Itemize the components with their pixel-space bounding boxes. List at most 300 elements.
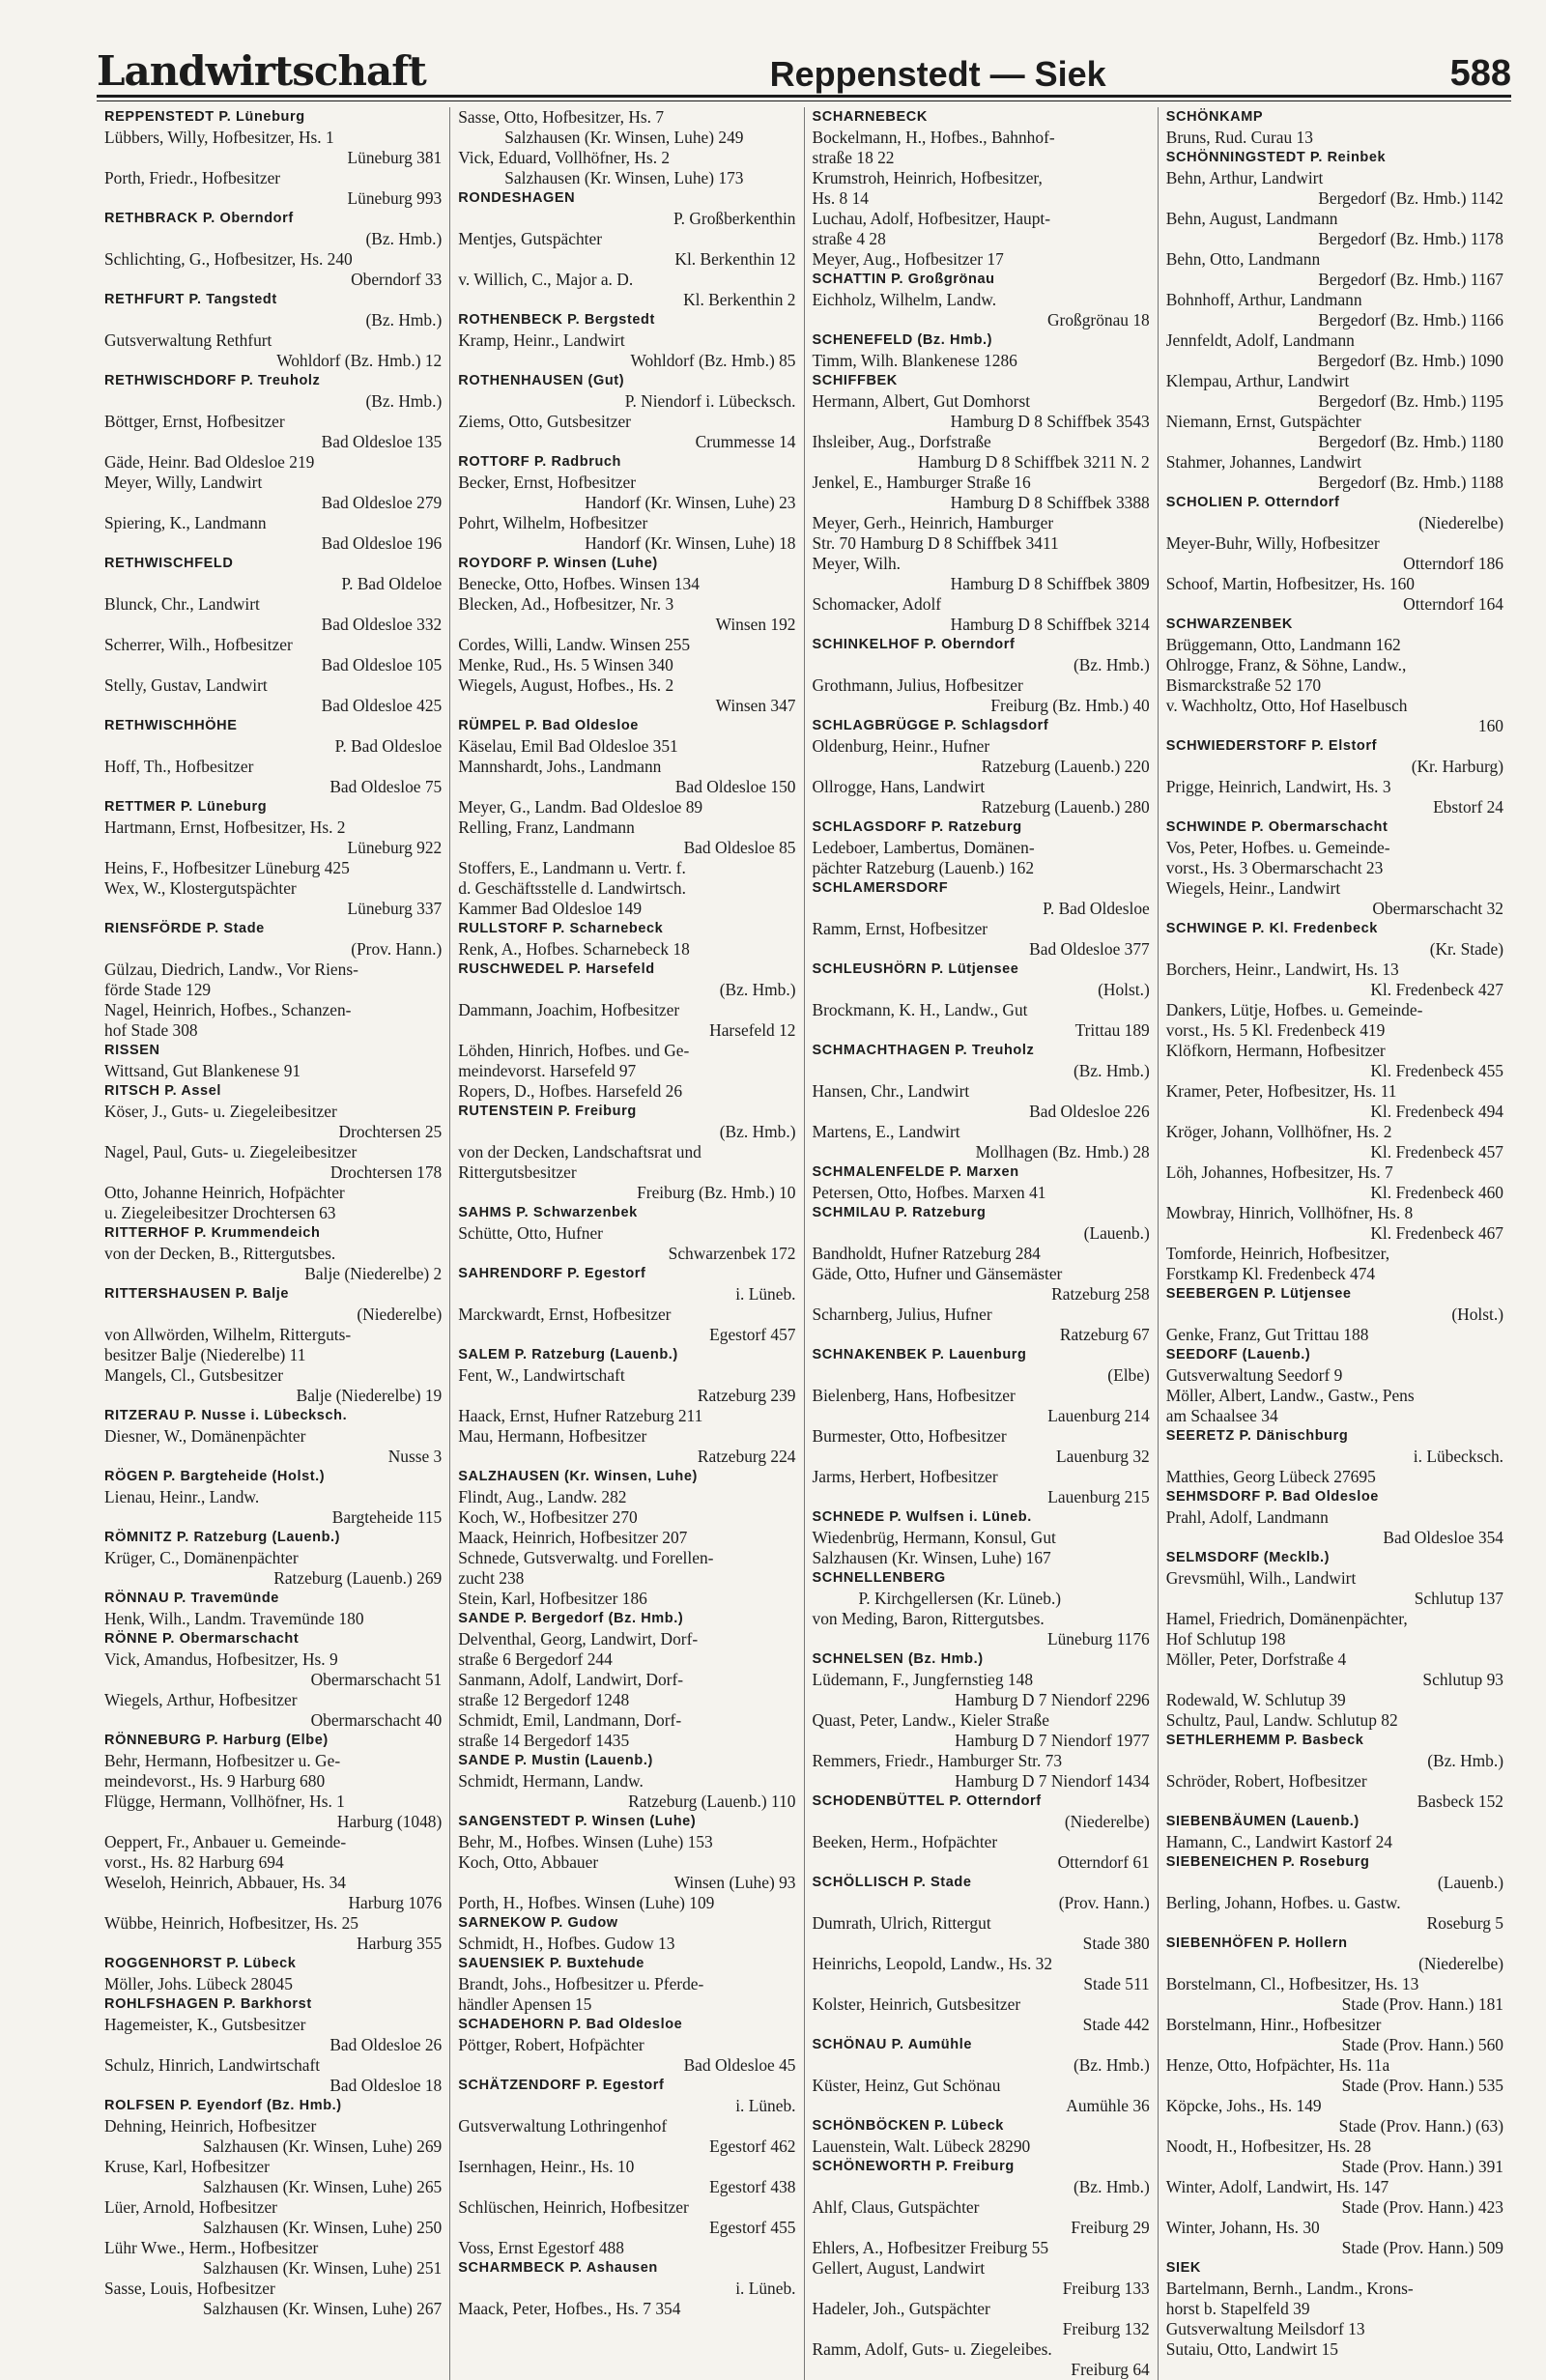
entry-line: Salzhausen (Kr. Winsen, Luhe) 251 xyxy=(203,2258,443,2278)
entry-line: Ahlf, Claus, Gutspächter xyxy=(812,2197,980,2217)
entry-line: straße 6 Bergedorf 244 xyxy=(458,1649,613,1669)
entry-line: von Meding, Baron, Rittergutsbes. xyxy=(812,1609,1045,1628)
entry-line: Otterndorf 61 xyxy=(1057,1852,1150,1872)
place-heading: RULLSTORF P. Scharnebeck xyxy=(458,921,664,936)
entry-line: horst b. Stapelfeld 39 xyxy=(1165,2299,1310,2318)
entry-line: Wiegels, Heinr., Landwirt xyxy=(1165,878,1341,898)
entry-line: Eichholz, Wilhelm, Landw. xyxy=(812,290,997,309)
entry-line: Bismarckstraße 52 170 xyxy=(1165,675,1322,695)
place-heading: RITTERSHAUSEN P. Balje xyxy=(104,1286,290,1302)
entry-line: Bad Oldesloe 279 xyxy=(321,493,443,512)
entry-line: (Elbe) xyxy=(1107,1365,1150,1385)
entry-line: Ramm, Adolf, Guts- u. Ziegeleibes. xyxy=(812,2339,1052,2359)
place-heading: SEERETZ P. Dänischburg xyxy=(1165,1428,1349,1444)
entry-line: Mangels, Cl., Gutsbesitzer xyxy=(104,1365,283,1385)
entry-line: Behn, Otto, Landmann xyxy=(1165,249,1321,269)
entry-line: Diesner, W., Domänenpächter xyxy=(104,1426,306,1446)
entry-line: Freiburg (Bz. Hmb.) 10 xyxy=(637,1183,796,1202)
entry-line: Lüneburg 922 xyxy=(347,838,443,857)
entry-line: förde Stade 129 xyxy=(104,980,212,999)
place-heading: SCHARNEBECK xyxy=(812,109,928,125)
entry-line: Salzhausen (Kr. Winsen, Luhe) 265 xyxy=(203,2177,443,2196)
place-heading: RIENSFÖRDE P. Stade xyxy=(104,921,265,936)
entry-line: Hamburg D 7 Niendorf 2296 xyxy=(955,1690,1150,1709)
entry-line: Harburg (1048) xyxy=(336,1812,443,1831)
place-heading: SCHMACHTHAGEN P. Treuholz xyxy=(812,1043,1035,1058)
entry-line: (Bz. Hmb.) xyxy=(1074,655,1150,674)
entry-line: straße 18 22 xyxy=(812,148,895,167)
place-heading: SEEDORF (Lauenb.) xyxy=(1165,1347,1311,1362)
entry-line: Rodewald, W. Schlutup 39 xyxy=(1165,1690,1346,1709)
entry-line: Dammann, Joachim, Hofbesitzer xyxy=(458,1000,680,1019)
entry-line: Bergedorf (Bz. Hmb.) 1188 xyxy=(1318,473,1503,492)
place-heading: SCHODENBÜTTEL P. Otterndorf xyxy=(812,1793,1042,1809)
place-heading: RÖGEN P. Bargteheide (Holst.) xyxy=(104,1469,326,1484)
entry-line: Kramp, Heinr., Landwirt xyxy=(458,330,625,350)
place-heading: SCHNELLENBERG xyxy=(812,1570,946,1586)
place-heading: ROHLFSHAGEN P. Barkhorst xyxy=(104,1996,312,2012)
entry-line: Ropers, D., Hofbes. Harsefeld 26 xyxy=(458,1081,683,1101)
entry-line: Hamburg D 8 Schiffbek 3388 xyxy=(950,493,1150,512)
entry-line: Schmidt, H., Hofbes. Gudow 13 xyxy=(458,1934,675,1953)
entry-line: Koch, W., Hofbesitzer 270 xyxy=(458,1507,638,1527)
entry-line: meindevorst., Hs. 9 Harburg 680 xyxy=(104,1771,326,1791)
entry-line: Bargteheide 115 xyxy=(331,1507,443,1527)
entry-line: Delventhal, Georg, Landwirt, Dorf- xyxy=(458,1629,699,1649)
entry-line: Stein, Karl, Hofbesitzer 186 xyxy=(458,1589,647,1608)
entry-line: Rittergutsbesitzer xyxy=(458,1162,577,1182)
entry-line: Becker, Ernst, Hofbesitzer xyxy=(458,473,637,492)
entry-line: Dumrath, Ulrich, Rittergut xyxy=(812,1913,991,1933)
entry-line: (Bz. Hmb.) xyxy=(719,980,796,999)
entry-line: Wittsand, Gut Blankenese 91 xyxy=(104,1061,301,1080)
entry-line: Sutaiu, Otto, Landwirt 15 xyxy=(1165,2339,1338,2359)
entry-line: Koch, Otto, Abbauer xyxy=(458,1852,599,1872)
place-heading: RUTENSTEIN P. Freiburg xyxy=(458,1104,637,1119)
entry-line: (Niederelbe) xyxy=(1418,1954,1503,1973)
entry-line: Trittau 189 xyxy=(1074,1020,1150,1040)
entry-line: Basbeck 152 xyxy=(1417,1792,1503,1811)
entry-line: Luchau, Adolf, Hofbesitzer, Haupt- xyxy=(812,209,1051,228)
entry-line: (Bz. Hmb.) xyxy=(1074,2177,1150,2196)
entry-line: Henk, Wilh., Landm. Travemünde 180 xyxy=(104,1609,364,1628)
entry-line: Bruns, Rud. Curau 13 xyxy=(1165,128,1313,147)
entry-line: Renk, A., Hofbes. Scharnebeck 18 xyxy=(458,939,690,959)
entry-line: zucht 238 xyxy=(458,1568,525,1588)
entry-line: Grevsmühl, Wilh., Landwirt xyxy=(1165,1568,1357,1588)
place-heading: SAUENSIEK P. Buxtehude xyxy=(458,1956,644,1971)
entry-line: Oldenburg, Heinr., Hufner xyxy=(812,736,990,756)
place-heading: RÖMNITZ P. Ratzeburg (Lauenb.) xyxy=(104,1530,341,1545)
entry-line: Pohrt, Wilhelm, Hofbesitzer xyxy=(458,513,648,532)
entry-line: Stoffers, E., Landmann u. Vertr. f. xyxy=(458,858,686,877)
entry-line: Brandt, Johs., Hofbesitzer u. Pferde- xyxy=(458,1974,704,1993)
place-heading: RETHBRACK P. Oberndorf xyxy=(104,211,294,226)
place-heading: SCHWINGE P. Kl. Fredenbeck xyxy=(1165,921,1378,936)
entry-line: Jenkel, E., Hamburger Straße 16 xyxy=(812,473,1031,492)
entry-line: (Lauenb.) xyxy=(1437,1873,1503,1892)
section-title: Landwirtschaft xyxy=(97,47,426,95)
entry-line: u. Ziegeleibesitzer Drochtersen 63 xyxy=(104,1203,336,1222)
entry-line: Mollhagen (Bz. Hmb.) 28 xyxy=(975,1142,1150,1161)
place-heading: SCHLAGSDORF P. Ratzeburg xyxy=(812,819,1022,835)
entry-line: Haack, Ernst, Hufner Ratzeburg 211 xyxy=(458,1406,703,1425)
entry-line: Winter, Johann, Hs. 30 xyxy=(1165,2218,1320,2237)
entry-line: Bad Oldesloe 196 xyxy=(321,533,443,553)
entry-line: Freiburg 133 xyxy=(1062,2279,1150,2298)
place-heading: SCHÖLLISCH P. Stade xyxy=(812,1875,972,1890)
entry-line: Ratzeburg 258 xyxy=(1051,1284,1150,1304)
entry-line: straße 12 Bergedorf 1248 xyxy=(458,1690,630,1709)
entry-line: Egestorf 438 xyxy=(709,2177,796,2196)
place-heading: RITTERHOF P. Krummendeich xyxy=(104,1225,321,1241)
running-title: Reppenstedt — Siek xyxy=(769,54,1106,94)
entry-line: Otterndorf 164 xyxy=(1403,594,1503,614)
entry-line: Hoff, Th., Hofbesitzer xyxy=(104,757,254,776)
entry-line: (Kr. Harburg) xyxy=(1411,757,1503,776)
place-heading: RUSCHWEDEL P. Harsefeld xyxy=(458,961,655,977)
entry-line: Oeppert, Fr., Anbauer u. Gemeinde- xyxy=(104,1832,347,1851)
entry-line: Bad Oldesloe 85 xyxy=(683,838,796,857)
entry-line: Möller, Peter, Dorfstraße 4 xyxy=(1165,1649,1347,1669)
entry-line: Schlüschen, Heinrich, Hofbesitzer xyxy=(458,2197,689,2217)
entry-line: Bad Oldesloe 425 xyxy=(321,696,443,715)
place-heading: RITSCH P. Assel xyxy=(104,1083,222,1099)
place-heading: RÖNNEBURG P. Harburg (Elbe) xyxy=(104,1733,329,1748)
entry-line: Ratzeburg 239 xyxy=(697,1386,796,1405)
entry-line: Großgrönau 18 xyxy=(1046,310,1150,330)
entry-line: Beeken, Herm., Hofpächter xyxy=(812,1832,998,1851)
entry-line: v. Wachholtz, Otto, Hof Haselbusch xyxy=(1165,696,1408,715)
entry-line: Kl. Fredenbeck 457 xyxy=(1370,1142,1503,1161)
entry-line: Flügge, Hermann, Vollhöfner, Hs. 1 xyxy=(104,1792,345,1811)
entry-line: P. Niendorf i. Lübecksch. xyxy=(624,391,796,411)
place-heading: SELMSDORF (Mecklb.) xyxy=(1165,1550,1331,1565)
entry-line: Vos, Peter, Hofbes. u. Gemeinde- xyxy=(1165,838,1390,857)
entry-line: Gäde, Heinr. Bad Oldesloe 219 xyxy=(104,452,315,472)
entry-line: Egestorf 462 xyxy=(709,2136,796,2156)
entry-line: Hartmann, Ernst, Hofbesitzer, Hs. 2 xyxy=(104,817,346,837)
entry-line: Klöfkorn, Hermann, Hofbesitzer xyxy=(1165,1041,1386,1060)
entry-line: Bad Oldesloe 18 xyxy=(329,2076,443,2095)
entry-line: Meyer-Buhr, Willy, Hofbesitzer xyxy=(1165,533,1380,553)
entry-line: Bergedorf (Bz. Hmb.) 1090 xyxy=(1317,351,1503,370)
place-heading: RÖNNAU P. Travemünde xyxy=(104,1591,279,1606)
entry-line: Weseloh, Heinrich, Abbauer, Hs. 34 xyxy=(104,1873,347,1892)
place-heading: SCHÖNEWORTH P. Freiburg xyxy=(812,2159,1015,2174)
entry-line: Porth, Friedr., Hofbesitzer xyxy=(104,168,281,187)
entry-line: Nagel, Paul, Guts- u. Ziegeleibesitzer xyxy=(104,1142,358,1161)
entry-line: Bergedorf (Bz. Hmb.) 1195 xyxy=(1318,391,1503,411)
entry-line: Obermarschacht 51 xyxy=(310,1670,443,1689)
entry-line: Kl. Berkenthin 12 xyxy=(674,249,796,269)
entry-line: Schomacker, Adolf xyxy=(812,594,942,614)
entry-line: Spiering, K., Landmann xyxy=(104,513,267,532)
entry-line: Stade (Prov. Hann.) 423 xyxy=(1341,2197,1503,2217)
entry-line: Behr, Hermann, Hofbesitzer u. Ge- xyxy=(104,1751,341,1770)
entry-line: Grothmann, Julius, Hofbesitzer xyxy=(812,675,1023,695)
entry-line: Kl. Fredenbeck 467 xyxy=(1370,1223,1503,1243)
place-heading: SCHÄTZENDORF P. Egestorf xyxy=(458,2078,665,2093)
entry-line: Brockmann, K. H., Landw., Gut xyxy=(812,1000,1028,1019)
entry-line: Wiegels, Arthur, Hofbesitzer xyxy=(104,1690,298,1709)
entry-line: Ollrogge, Hans, Landwirt xyxy=(812,777,986,796)
entry-line: Maack, Heinrich, Hofbesitzer 207 xyxy=(458,1528,688,1547)
entry-line: Ratzeburg (Lauenb.) 280 xyxy=(981,797,1150,817)
entry-line: Lüneburg 337 xyxy=(347,899,443,918)
entry-line: Bad Oldesloe 75 xyxy=(329,777,443,796)
place-heading: SCHÖNAU P. Aumühle xyxy=(812,2037,972,2052)
entry-line: Behn, Arthur, Landwirt xyxy=(1165,168,1324,187)
entry-line: (Bz. Hmb.) xyxy=(1074,2055,1150,2075)
entry-line: Lüer, Arnold, Hofbesitzer xyxy=(104,2197,277,2217)
entry-line: Gülzau, Diedrich, Landw., Vor Riens- xyxy=(104,960,358,979)
entry-line: Stade 511 xyxy=(1083,1974,1150,1993)
entry-line: Wohldorf (Bz. Hmb.) 85 xyxy=(630,351,796,370)
entry-line: Harsefeld 12 xyxy=(709,1020,796,1040)
entry-line: Hagemeister, K., Gutsbesitzer xyxy=(104,2015,306,2034)
place-heading: SCHNAKENBEK P. Lauenburg xyxy=(812,1347,1027,1362)
place-heading: SALEM P. Ratzeburg (Lauenb.) xyxy=(458,1347,678,1362)
entry-line: d. Geschäftsstelle d. Landwirtsch. xyxy=(458,878,686,898)
place-heading: SCHENEFELD (Bz. Hmb.) xyxy=(812,332,993,348)
entry-line: Otterndorf 186 xyxy=(1403,554,1503,573)
entry-line: Nagel, Heinrich, Hofbes., Schanzen- xyxy=(104,1000,352,1019)
entry-line: Gutsverwaltung Rethfurt xyxy=(104,330,272,350)
place-heading: SIEK xyxy=(1165,2260,1201,2276)
entry-line: Crummesse 14 xyxy=(695,432,796,451)
entry-line: Relling, Franz, Landmann xyxy=(458,817,635,837)
entry-line: (Bz. Hmb.) xyxy=(719,1122,796,1141)
entry-line: Hamburg D 7 Niendorf 1434 xyxy=(955,1771,1150,1791)
entry-line: P. Bad Oldesloe xyxy=(334,736,443,756)
entry-line: Martens, E., Landwirt xyxy=(812,1122,960,1141)
entry-line: vorst., Hs. 3 Obermarschacht 23 xyxy=(1165,858,1384,877)
entry-line: Prahl, Adolf, Landmann xyxy=(1165,1507,1329,1527)
entry-line: Kl. Fredenbeck 460 xyxy=(1370,1183,1503,1202)
entry-line: besitzer Balje (Niederelbe) 11 xyxy=(104,1345,306,1364)
entry-line: Stade (Prov. Hann.) (63) xyxy=(1338,2116,1503,2136)
entry-line: Kröger, Johann, Vollhöfner, Hs. 2 xyxy=(1165,1122,1392,1141)
entry-line: Obermarschacht 32 xyxy=(1372,899,1503,918)
entry-line: Obermarschacht 40 xyxy=(310,1710,443,1730)
entry-line: Krumstroh, Heinrich, Hofbesitzer, xyxy=(812,168,1043,187)
entry-line: Behn, August, Landmann xyxy=(1165,209,1338,228)
entry-line: hof Stade 308 xyxy=(104,1020,198,1040)
entry-line: händler Apensen 15 xyxy=(458,1994,592,2014)
entry-line: Ohlrogge, Franz, & Söhne, Landw., xyxy=(1165,655,1407,674)
entry-line: Quast, Peter, Landw., Kieler Straße xyxy=(812,1710,1049,1730)
entry-line: Bockelmann, H., Hofbes., Bahnhof- xyxy=(812,128,1055,147)
place-heading: ROLFSEN P. Eyendorf (Bz. Hmb.) xyxy=(104,2098,342,2113)
place-heading: SCHÖNNINGSTEDT P. Reinbek xyxy=(1165,150,1387,165)
place-heading: RISSEN xyxy=(104,1043,160,1058)
entry-line: Bartelmann, Bernh., Landm., Krons- xyxy=(1165,2279,1414,2298)
header-rule xyxy=(97,100,1511,101)
entry-line: Menke, Rud., Hs. 5 Winsen 340 xyxy=(458,655,673,674)
entry-line: Aumühle 36 xyxy=(1066,2096,1150,2115)
entry-line: Marckwardt, Ernst, Hofbesitzer xyxy=(458,1305,672,1324)
entry-line: Stade 380 xyxy=(1082,1934,1150,1953)
place-heading: SAHMS P. Schwarzenbek xyxy=(458,1205,638,1220)
entry-line: Borchers, Heinr., Landwirt, Hs. 13 xyxy=(1165,960,1399,979)
entry-line: Benecke, Otto, Hofbes. Winsen 134 xyxy=(458,574,700,593)
entry-line: Wex, W., Klostergutspächter xyxy=(104,878,297,898)
entry-line: Hamburg D 8 Schiffbek 3809 xyxy=(950,574,1150,593)
place-heading: SCHARMBECK P. Ashausen xyxy=(458,2260,658,2276)
column-3 xyxy=(805,107,1159,2380)
place-heading: SCHÖNBÖCKEN P. Lübeck xyxy=(812,2118,1004,2134)
entry-line: Bad Oldesloe 135 xyxy=(321,432,443,451)
entry-line: Schlichting, G., Hofbesitzer, Hs. 240 xyxy=(104,249,353,269)
entry-line: meindevorst. Harsefeld 97 xyxy=(458,1061,637,1080)
entry-line: Ratzeburg 224 xyxy=(697,1447,796,1466)
entry-line: (Bz. Hmb.) xyxy=(365,391,443,411)
entry-line: Remmers, Friedr., Hamburger Str. 73 xyxy=(812,1751,1063,1770)
entry-line: Hansen, Chr., Landwirt xyxy=(812,1081,970,1101)
entry-line: Mentjes, Gutspächter xyxy=(458,229,602,248)
place-heading: RONDESHAGEN xyxy=(458,190,576,206)
entry-line: Ratzeburg 67 xyxy=(1059,1325,1150,1344)
entry-line: Oberndorf 33 xyxy=(351,270,443,289)
entry-line: Köpcke, Johs., Hs. 149 xyxy=(1165,2096,1322,2115)
place-heading: SCHWIEDERSTORF P. Elstorf xyxy=(1165,738,1378,754)
place-heading: SEEBERGEN P. Lütjensee xyxy=(1165,1286,1352,1302)
place-heading: SCHMALENFELDE P. Marxen xyxy=(812,1164,1019,1180)
entry-line: Köser, J., Guts- u. Ziegeleibesitzer xyxy=(104,1102,337,1121)
place-heading: ROTHENHAUSEN (Gut) xyxy=(458,373,625,388)
entry-line: (Niederelbe) xyxy=(1064,1812,1150,1831)
entry-line: Schütte, Otto, Hufner xyxy=(458,1223,603,1243)
entry-line: P. Großberkenthin xyxy=(673,209,796,228)
place-heading: SIEBENHÖFEN P. Hollern xyxy=(1165,1936,1348,1951)
place-heading: ROGGENHORST P. Lübeck xyxy=(104,1956,297,1971)
entry-line: Gäde, Otto, Hufner und Gänsemäster xyxy=(812,1264,1063,1283)
entry-line: straße 14 Bergedorf 1435 xyxy=(458,1731,630,1750)
entry-line: Möller, Albert, Landw., Gastw., Pens xyxy=(1165,1386,1415,1405)
entry-line: Vick, Eduard, Vollhöfner, Hs. 2 xyxy=(458,148,671,167)
entry-line: Bergedorf (Bz. Hmb.) 1142 xyxy=(1318,188,1503,208)
entry-line: i. Lüneb. xyxy=(735,2096,796,2115)
entry-line: Käselau, Emil Bad Oldesloe 351 xyxy=(458,736,678,756)
entry-line: Bad Oldesloe 354 xyxy=(1383,1528,1503,1547)
entry-line: Bad Oldesloe 26 xyxy=(329,2035,443,2054)
entry-line: Str. 70 Hamburg D 8 Schiffbek 3411 xyxy=(812,533,1059,553)
entry-line: (Bz. Hmb.) xyxy=(365,229,443,248)
entry-line: Freiburg 132 xyxy=(1062,2319,1150,2338)
entry-line: Hermann, Albert, Gut Domhorst xyxy=(812,391,1031,411)
place-heading: SARNEKOW P. Gudow xyxy=(458,1915,618,1931)
entry-line: Wohldorf (Bz. Hmb.) 12 xyxy=(276,351,443,370)
entry-line: Sasse, Louis, Hofbesitzer xyxy=(104,2279,275,2298)
entry-line: Balje (Niederelbe) 2 xyxy=(304,1264,443,1283)
entry-line: Egestorf 455 xyxy=(709,2218,796,2237)
entry-line: Löh, Johannes, Hofbesitzer, Hs. 7 xyxy=(1165,1162,1393,1182)
place-heading: RÖNNE P. Obermarschacht xyxy=(104,1631,300,1647)
entry-line: Genke, Franz, Gut Trittau 188 xyxy=(1165,1325,1369,1344)
entry-line: Henze, Otto, Hofpächter, Hs. 11a xyxy=(1165,2055,1390,2075)
entry-line: Matthies, Georg Lübeck 27695 xyxy=(1165,1467,1376,1486)
entry-line: P. Bad Oldeloe xyxy=(341,574,443,593)
entry-line: von Allwörden, Wilhelm, Ritterguts- xyxy=(104,1325,352,1344)
entry-line: Hamann, C., Landwirt Kastorf 24 xyxy=(1165,1832,1392,1851)
entry-line: Lienau, Heinr., Landw. xyxy=(104,1487,260,1506)
entry-line: Schultz, Paul, Landw. Schlutup 82 xyxy=(1165,1710,1398,1730)
place-heading: SCHNELSEN (Bz. Hmb.) xyxy=(812,1651,984,1667)
entry-line: pächter Ratzeburg (Lauenb.) 162 xyxy=(812,858,1035,877)
entry-line: Salzhausen (Kr. Winsen, Luhe) 267 xyxy=(203,2299,443,2318)
place-heading: SCHIFFBEK xyxy=(812,373,898,388)
entry-line: straße 4 28 xyxy=(812,229,886,248)
entry-line: Schnede, Gutsverwaltg. und Forellen- xyxy=(458,1548,714,1567)
entry-line: Ihsleiber, Aug., Dorfstraße xyxy=(812,432,991,451)
entry-line: Winsen 347 xyxy=(715,696,796,715)
place-heading: SAHRENDORF P. Egestorf xyxy=(458,1266,646,1281)
entry-line: v. Willich, C., Major a. D. xyxy=(458,270,634,289)
entry-line: Nusse 3 xyxy=(387,1447,443,1466)
entry-line: Niemann, Ernst, Gutspächter xyxy=(1165,412,1361,431)
entry-line: (Bz. Hmb.) xyxy=(1427,1751,1503,1770)
entry-line: Stahmer, Johannes, Landwirt xyxy=(1165,452,1361,472)
entry-line: Borstelmann, Cl., Hofbesitzer, Hs. 13 xyxy=(1165,1974,1419,1993)
entry-line: Tomforde, Heinrich, Hofbesitzer, xyxy=(1165,1244,1390,1263)
entry-line: Meyer, Aug., Hofbesitzer 17 xyxy=(812,249,1004,269)
entry-line: Stade (Prov. Hann.) 560 xyxy=(1341,2035,1503,2054)
entry-line: (Prov. Hann.) xyxy=(1058,1893,1150,1912)
entry-line: am Schaalsee 34 xyxy=(1165,1406,1278,1425)
entry-line: Winter, Adolf, Landwirt, Hs. 147 xyxy=(1165,2177,1389,2196)
entry-line: Fent, W., Landwirtschaft xyxy=(458,1365,625,1385)
place-heading: SCHNEDE P. Wulfsen i. Lüneb. xyxy=(812,1509,1032,1525)
entry-line: Freiburg 64 xyxy=(1071,2360,1150,2379)
entry-line: Brüggemann, Otto, Landmann 162 xyxy=(1165,635,1401,654)
entry-line: Jarms, Herbert, Hofbesitzer xyxy=(812,1467,998,1486)
entry-line: Stelly, Gustav, Landwirt xyxy=(104,675,268,695)
entry-line: Forstkamp Kl. Fredenbeck 474 xyxy=(1165,1264,1376,1283)
entry-line: Schwarzenbek 172 xyxy=(668,1244,796,1263)
entry-line: Handorf (Kr. Winsen, Luhe) 23 xyxy=(585,493,796,512)
entry-line: Petersen, Otto, Hofbes. Marxen 41 xyxy=(812,1183,1046,1202)
place-heading: RETHWISCHDORF P. Treuholz xyxy=(104,373,321,388)
entry-line: Kruse, Karl, Hofbesitzer xyxy=(104,2157,270,2176)
entry-line: (Niederelbe) xyxy=(357,1305,443,1324)
entry-line: Egestorf 457 xyxy=(709,1325,796,1344)
entry-line: Lüneburg 1176 xyxy=(1046,1629,1150,1649)
entry-line: Hamburg D 8 Schiffbek 3543 xyxy=(950,412,1150,431)
entry-line: vorst., Hs. 5 Kl. Fredenbeck 419 xyxy=(1165,1020,1386,1040)
entry-line: (Bz. Hmb.) xyxy=(1074,1061,1150,1080)
entry-line: Bad Oldesloe 332 xyxy=(321,615,443,634)
entry-line: Kl. Fredenbeck 494 xyxy=(1370,1102,1503,1121)
place-heading: ROTHENBECK P. Bergstedt xyxy=(458,312,655,328)
entry-line: Porth, H., Hofbes. Winsen (Luhe) 109 xyxy=(458,1893,715,1912)
entry-line: Jennfeldt, Adolf, Landmann xyxy=(1165,330,1355,350)
entry-line: Schlutup 93 xyxy=(1422,1670,1503,1689)
entry-line: Wiegels, August, Hofbes., Hs. 2 xyxy=(458,675,674,695)
entry-line: Prigge, Heinrich, Landwirt, Hs. 3 xyxy=(1165,777,1391,796)
entry-line: von der Decken, B., Rittergutsbes. xyxy=(104,1244,336,1263)
entry-line: Möller, Johs. Lübeck 28045 xyxy=(104,1974,293,1993)
entry-line: Ramm, Ernst, Hofbesitzer xyxy=(812,919,988,938)
entry-line: Flindt, Aug., Landw. 282 xyxy=(458,1487,627,1506)
entry-line: Blecken, Ad., Hofbesitzer, Nr. 3 xyxy=(458,594,674,614)
place-heading: ROYDORF P. Winsen (Luhe) xyxy=(458,556,658,571)
entry-line: Lauenstein, Walt. Lübeck 28290 xyxy=(812,2136,1031,2156)
entry-line: Lauenburg 214 xyxy=(1047,1406,1150,1425)
entry-line: Timm, Wilh. Blankenese 1286 xyxy=(812,351,1017,370)
entry-line: Böttger, Ernst, Hofbesitzer xyxy=(104,412,285,431)
place-heading: SANDE P. Bergedorf (Bz. Hmb.) xyxy=(458,1611,684,1626)
